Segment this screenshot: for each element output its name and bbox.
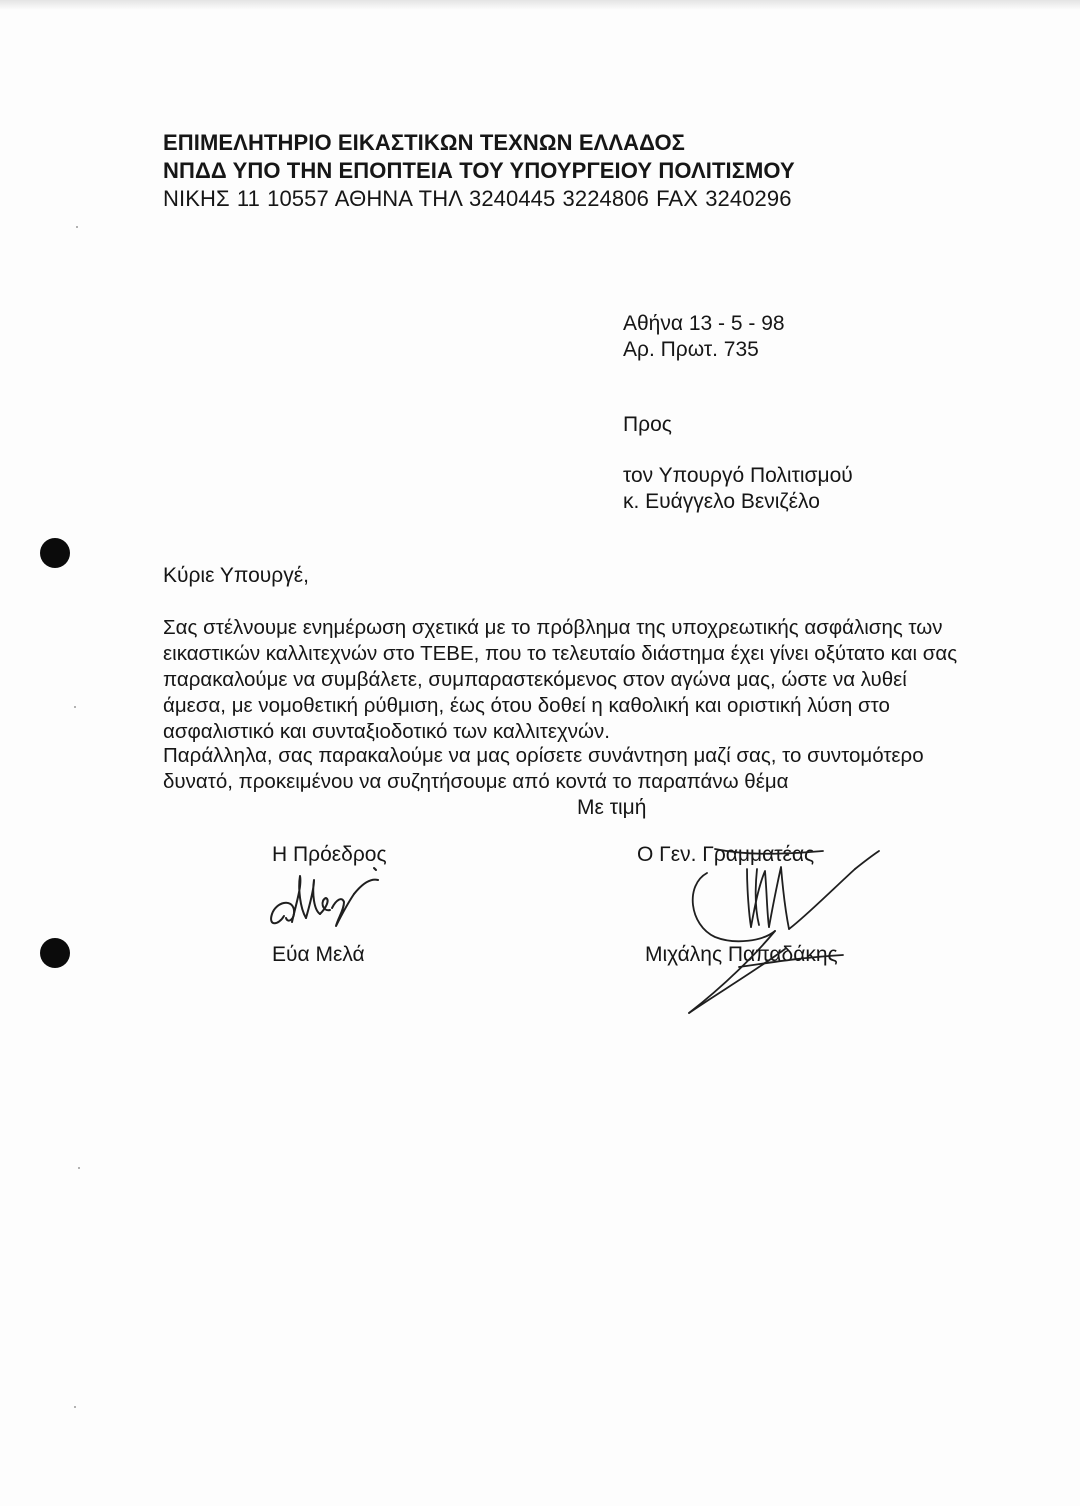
letterhead-address: ΝΙΚΗΣ 11 10557 ΑΘΗΝΑ ΤΗΛ 3240445 3224806 FAX 3240296 bbox=[163, 186, 792, 211]
scan-speck bbox=[76, 226, 78, 228]
scan-speck bbox=[74, 1406, 76, 1408]
scan-edge-shadow bbox=[0, 0, 1080, 10]
body-line: άμεσα, με νομοθετική ρύθμιση, έως ότου δοθεί η καθολική και οριστική λύση στο bbox=[163, 694, 890, 717]
closing: Με τιμή bbox=[577, 796, 647, 819]
body-line: δυνατό, προκειμένου να συζητήσουμε από κοντά το παραπάνω θέμα bbox=[163, 770, 789, 793]
body-line: εικαστικών καλλιτεχνών στο ΤΕΒΕ, που το τελευταίο διάστημα έχει γίνει οξύτατο και σας bbox=[163, 642, 958, 665]
recipient-to-label: Προς bbox=[623, 413, 672, 436]
left-signatory-title: Η Πρόεδρος bbox=[272, 843, 387, 866]
scan-speck bbox=[74, 706, 76, 708]
body-line: Παράλληλα, σας παρακαλούμε να μας ορίσετε συνάντηση μαζί σας, το συντομότερο bbox=[163, 744, 924, 767]
letterhead-organization: ΕΠΙΜΕΛΗΤΗΡΙΟ ΕΙΚΑΣΤΙΚΩΝ ΤΕΧΝΩΝ ΕΛΛΑΔΟΣ bbox=[163, 130, 685, 155]
scan-speck bbox=[78, 1167, 80, 1169]
salutation: Κύριε Υπουργέ, bbox=[163, 564, 309, 587]
letter-date: Αθήνα 13 - 5 - 98 bbox=[623, 312, 785, 335]
right-signatory-name: Μιχάλης Παπαδάκης bbox=[645, 943, 838, 966]
recipient-title: τον Υπουργό Πολιτισμού bbox=[623, 464, 853, 487]
body-line: Σας στέλνουμε ενημέρωση σχετικά με το πρόβλημα της υποχρεωτικής ασφάλισης των bbox=[163, 616, 943, 639]
body-line: ασφαλιστικό και συνταξιοδοτικό των καλλιτεχνών. bbox=[163, 720, 610, 743]
recipient-name: κ. Ευάγγελο Βενιζέλο bbox=[623, 490, 820, 513]
left-signatory-name: Εύα Μελά bbox=[272, 943, 365, 966]
protocol-number: Αρ. Πρωτ. 735 bbox=[623, 338, 759, 361]
body-line: παρακαλούμε να συμβάλετε, συμπαραστεκόμενος στον αγώνα μας, ώστε να λυθεί bbox=[163, 668, 907, 691]
punch-hole-upper bbox=[40, 538, 70, 568]
right-signature-mark bbox=[655, 845, 885, 1025]
punch-hole-lower bbox=[40, 938, 70, 968]
left-signature-mark bbox=[262, 864, 402, 944]
right-signatory-title: Ο Γεν. Γραμματέας bbox=[637, 843, 815, 866]
letterhead-supervision: ΝΠΔΔ ΥΠΟ ΤΗΝ ΕΠΟΠΤΕΙΑ ΤΟΥ ΥΠΟΥΡΓΕΙΟΥ ΠΟΛΙΤΙΣΜΟΥ bbox=[163, 158, 795, 183]
